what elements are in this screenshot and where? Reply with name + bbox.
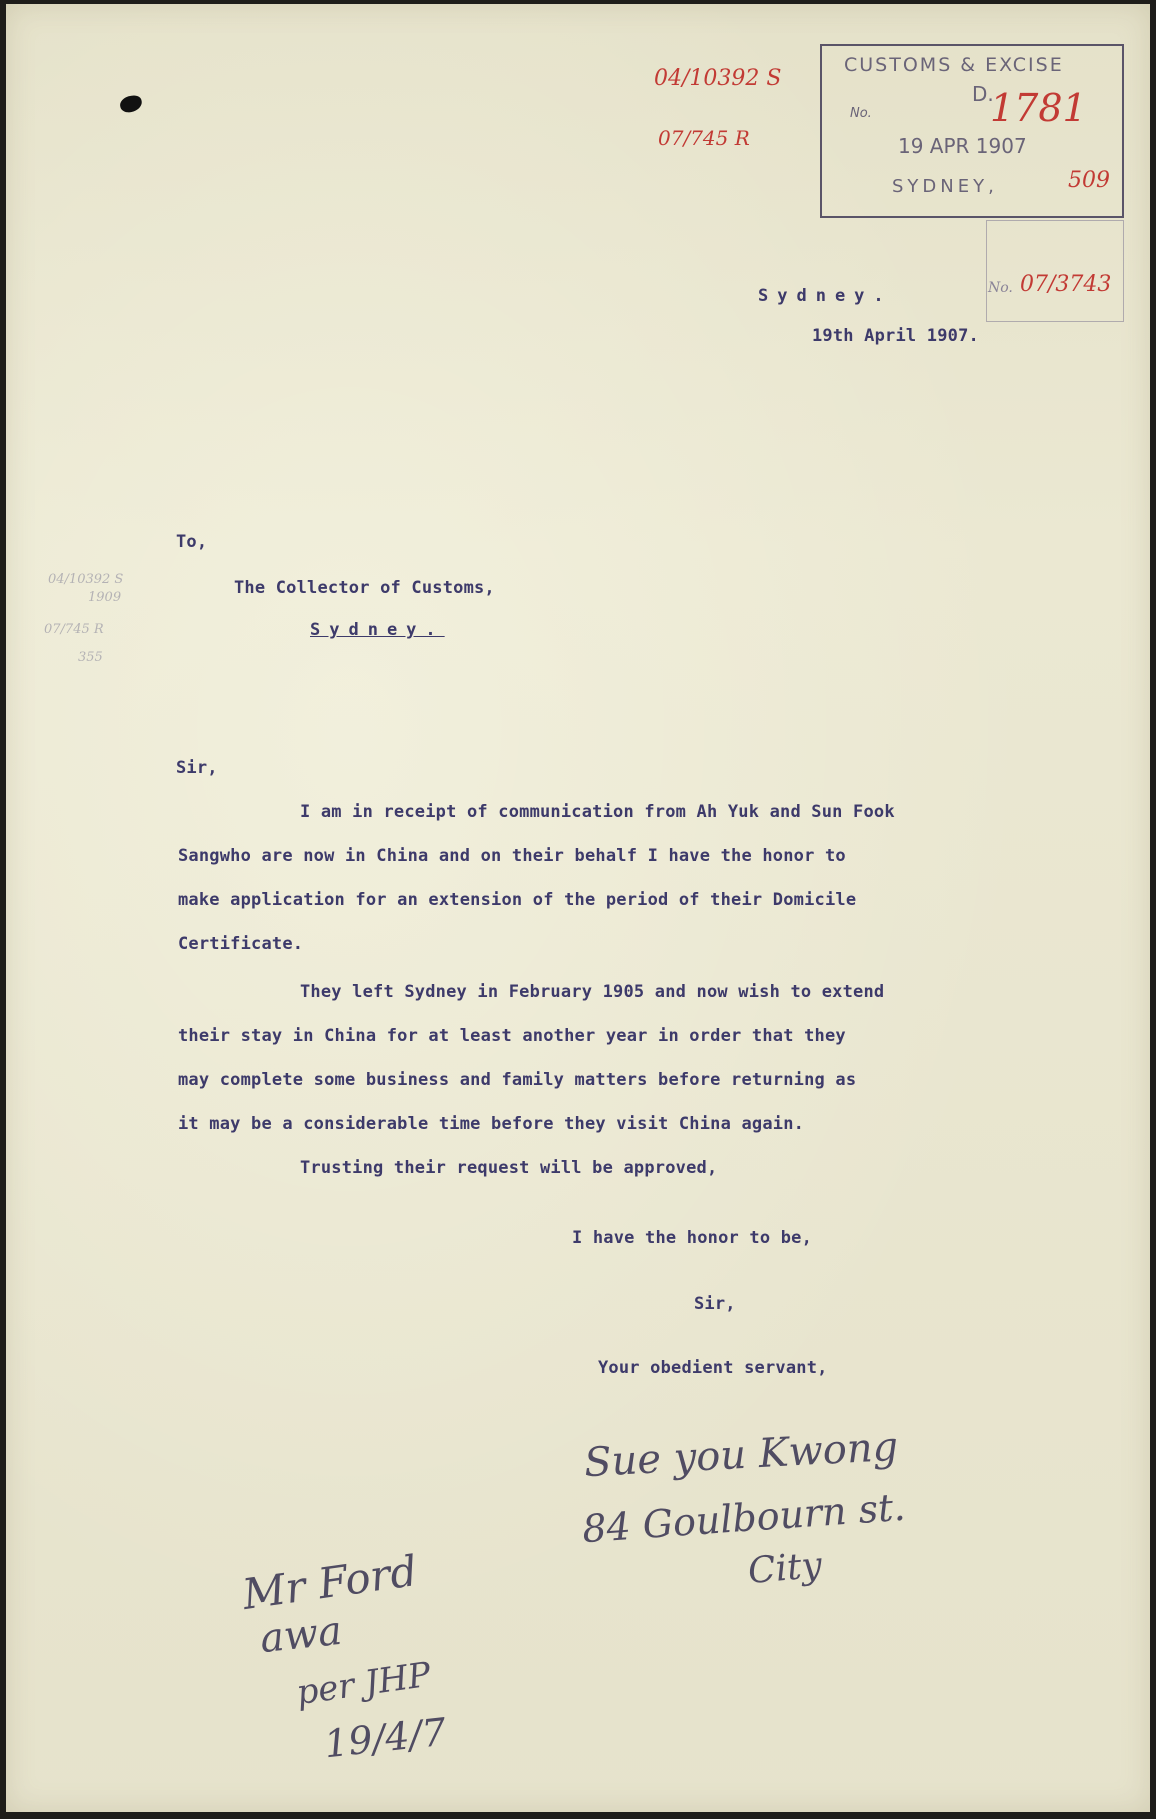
- stamp-number: 1781: [990, 86, 1087, 130]
- stamp-extra-number: 509: [1068, 168, 1110, 193]
- salutation: Sir,: [176, 758, 218, 778]
- addressee-name: The Collector of Customs,: [234, 578, 495, 598]
- body-line-5: They left Sydney in February 1905 and now wish to extend: [300, 982, 885, 1002]
- body-line-4: Certificate.: [178, 934, 304, 954]
- ref-number-2: 07/745 R: [658, 126, 750, 150]
- annotation-line-3: per JHP: [293, 1654, 434, 1714]
- margin-note-4: 355: [78, 650, 103, 665]
- signature-name: Sue you Kwong: [583, 1423, 900, 1487]
- faint-stamp: [986, 220, 1124, 322]
- closing-line-3: Your obedient servant,: [598, 1358, 828, 1378]
- body-line-2: Sangwho are now in China and on their behalf I have the honor to: [178, 846, 846, 866]
- signature-city: City: [746, 1544, 824, 1593]
- margin-note-3: 07/745 R: [44, 622, 104, 637]
- stamp-date: 19 APR 1907: [898, 134, 1027, 158]
- to-line: To,: [176, 532, 208, 552]
- stamp-no-label: No.: [850, 106, 872, 121]
- letter-page: [6, 4, 1150, 1812]
- annotation-line-2: awa: [257, 1607, 345, 1663]
- stamp-title: CUSTOMS & EXCISE: [844, 54, 1064, 76]
- body-line-6: their stay in China for at least another year in order that they: [178, 1026, 846, 1046]
- body-line-8: it may be a considerable time before they visit China again.: [178, 1114, 805, 1134]
- margin-note-2: 1909: [88, 590, 122, 605]
- signature-address: 84 Goulbourn st.: [580, 1484, 907, 1552]
- annotation-line-1: Mr Ford: [239, 1546, 421, 1619]
- body-line-9: Trusting their request will be approved,: [300, 1158, 718, 1178]
- margin-note-1: 04/10392 S: [48, 572, 124, 587]
- ref-number-1: 04/10392 S: [654, 66, 782, 91]
- closing-line-2: Sir,: [694, 1294, 736, 1314]
- body-line-3: make application for an extension of the period of their Domicile: [178, 890, 857, 910]
- body-line-7: may complete some business and family matters before returning as: [178, 1070, 857, 1090]
- punch-hole: [119, 94, 144, 114]
- annotation-line-4: 19/4/7: [322, 1709, 449, 1767]
- stamp-city: SYDNEY,: [892, 176, 998, 197]
- addressee-city: Sydney.: [310, 620, 445, 640]
- place-heading: Sydney.: [758, 286, 893, 306]
- body-line-1: I am in receipt of communication from Ah Yuk and Sun Fook: [300, 802, 895, 822]
- closing-line-1: I have the honor to be,: [572, 1228, 813, 1248]
- stamp-letter: D.: [972, 82, 994, 106]
- customs-stamp: [820, 44, 1124, 218]
- letter-date: 19th April 1907.: [812, 326, 979, 346]
- file-number-prefix: No.: [988, 280, 1013, 296]
- file-number: 07/3743: [1020, 272, 1112, 297]
